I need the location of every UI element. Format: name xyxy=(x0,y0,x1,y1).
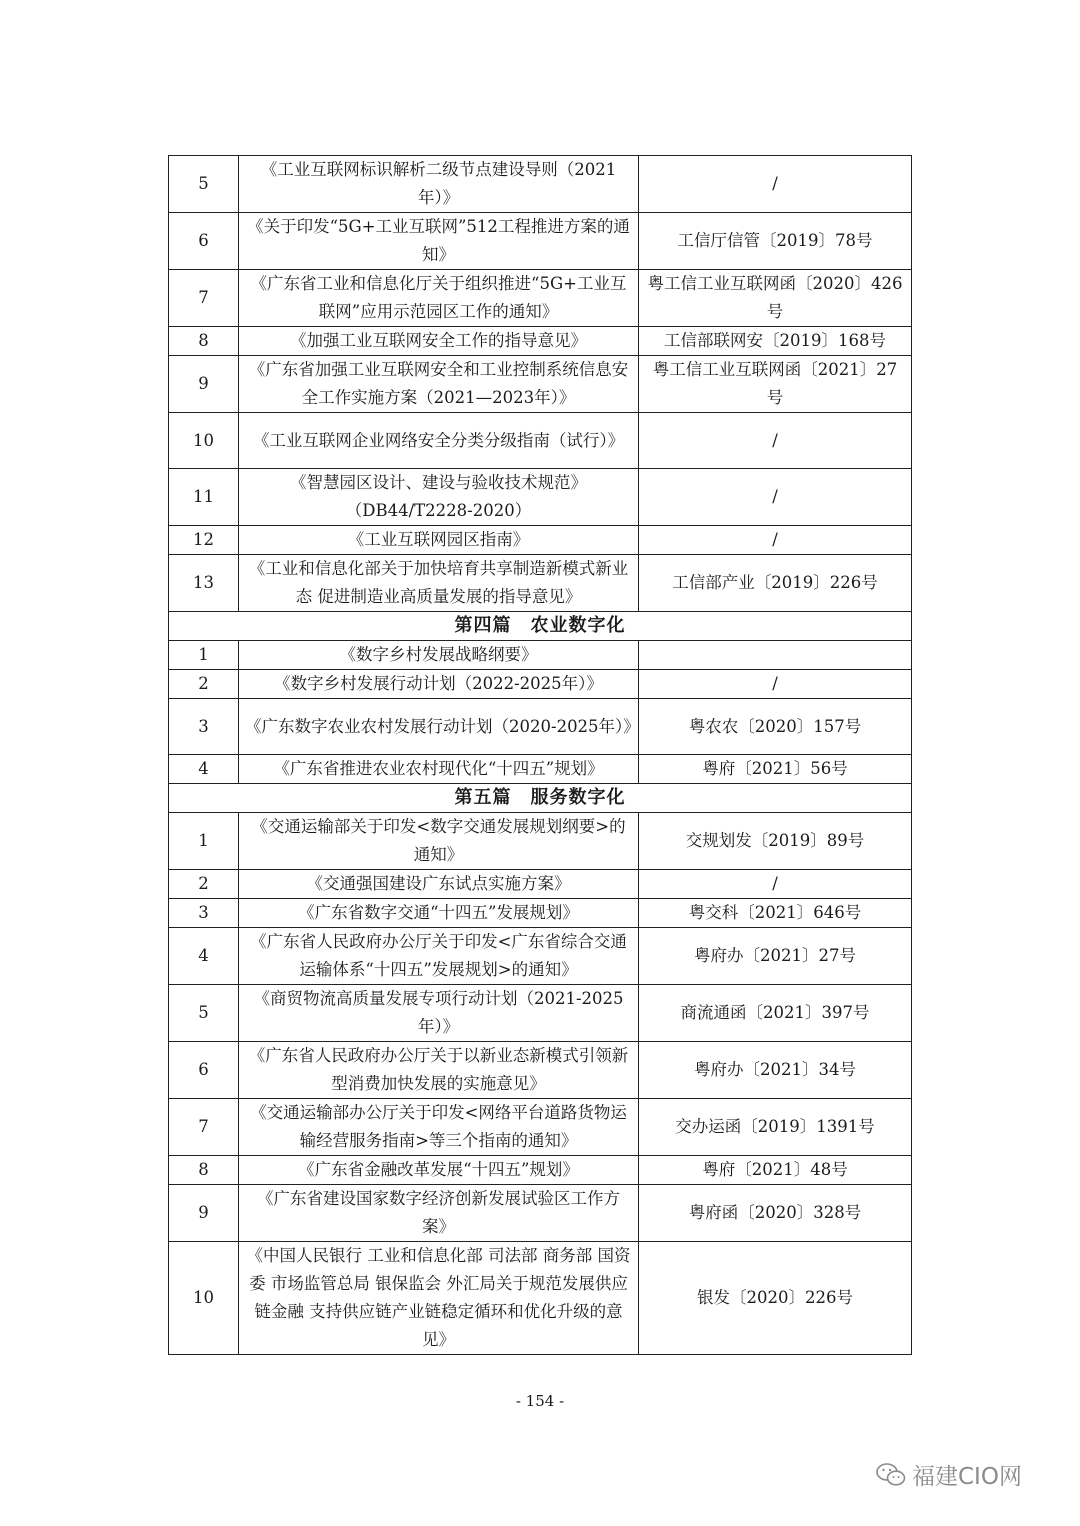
document-title: 《广东省人民政府办公厅关于印发<广东省综合交通运输体系“十四五”发展规划>的通知》 xyxy=(239,928,639,985)
row-number: 2 xyxy=(169,670,239,699)
document-title: 《交通强国建设广东试点实施方案》 xyxy=(239,870,639,899)
document-number: 工信厅信管〔2019〕78号 xyxy=(639,213,912,270)
document-number: 粤府〔2021〕48号 xyxy=(639,1156,912,1185)
page-number: - 154 - xyxy=(515,1392,565,1410)
section-title: 第五篇 服务数字化 xyxy=(169,784,912,813)
row-number: 10 xyxy=(169,1242,239,1355)
document-number: 粤府办〔2021〕34号 xyxy=(639,1042,912,1099)
row-number: 8 xyxy=(169,1156,239,1185)
watermark xyxy=(876,1458,1022,1491)
section-title: 第四篇 农业数字化 xyxy=(169,612,912,641)
document-number: 粤农农〔2020〕157号 xyxy=(639,699,912,755)
watermark-text: 福建CIO网 xyxy=(912,1464,1022,1490)
document-title: 《广东省金融改革发展“十四五”规划》 xyxy=(239,1156,639,1185)
document-title: 《智慧园区设计、建设与验收技术规范》（DB44/T2228-2020） xyxy=(239,469,639,526)
row-number: 5 xyxy=(169,156,239,213)
regulations-table xyxy=(168,155,912,1355)
document-number: / xyxy=(639,670,912,699)
document-title: 《数字乡村发展战略纲要》 xyxy=(239,641,639,670)
table-row xyxy=(169,641,912,670)
document-title: 《广东省工业和信息化厅关于组织推进“5G+工业互联网”应用示范园区工作的通知》 xyxy=(239,270,639,327)
row-number: 9 xyxy=(169,1185,239,1242)
table-row xyxy=(169,469,912,526)
row-number: 6 xyxy=(169,213,239,270)
wechat-icon xyxy=(876,1462,906,1488)
document-number: / xyxy=(639,526,912,555)
document-number: 交规划发〔2019〕89号 xyxy=(639,813,912,870)
row-number: 2 xyxy=(169,870,239,899)
row-number: 7 xyxy=(169,270,239,327)
row-number: 4 xyxy=(169,755,239,784)
table-row xyxy=(169,1242,912,1355)
document-number: / xyxy=(639,413,912,469)
document-number: 粤府〔2021〕56号 xyxy=(639,755,912,784)
table-row xyxy=(169,755,912,784)
document-title: 《中国人民银行 工业和信息化部 司法部 商务部 国资委 市场监管总局 银保监会 外汇局关于规范发展供应链金融 支持供应链产业链稳定循环和优化升级的意见》 xyxy=(239,1242,639,1355)
document-number: 粤交科〔2021〕646号 xyxy=(639,899,912,928)
document-number: / xyxy=(639,156,912,213)
row-number: 6 xyxy=(169,1042,239,1099)
table-row xyxy=(169,356,912,413)
row-number: 11 xyxy=(169,469,239,526)
document-title: 《工业和信息化部关于加快培育共享制造新模式新业态 促进制造业高质量发展的指导意见》 xyxy=(239,555,639,612)
row-number: 3 xyxy=(169,899,239,928)
table-row xyxy=(169,985,912,1042)
row-number: 10 xyxy=(169,413,239,469)
section-header xyxy=(169,784,912,813)
document-title: 《商贸物流高质量发展专项行动计划（2021-2025年）》 xyxy=(239,985,639,1042)
document-number: 粤府办〔2021〕27号 xyxy=(639,928,912,985)
table-row xyxy=(169,699,912,755)
table-row xyxy=(169,270,912,327)
document-title: 《广东省人民政府办公厅关于以新业态新模式引领新型消费加快发展的实施意见》 xyxy=(239,1042,639,1099)
table-row xyxy=(169,327,912,356)
document-title: 《广东省数字交通“十四五”发展规划》 xyxy=(239,899,639,928)
section-header xyxy=(169,612,912,641)
table-row xyxy=(169,899,912,928)
document-title: 《广东数字农业农村发展行动计划（2020-2025年）》 xyxy=(239,699,639,755)
table-row xyxy=(169,670,912,699)
document-number: 粤工信工业互联网函〔2021〕27号 xyxy=(639,356,912,413)
document-title: 《交通运输部办公厅关于印发<网络平台道路货物运输经营服务指南>等三个指南的通知》 xyxy=(239,1099,639,1156)
document-number: 交办运函〔2019〕1391号 xyxy=(639,1099,912,1156)
document-number: 商流通函〔2021〕397号 xyxy=(639,985,912,1042)
row-number: 7 xyxy=(169,1099,239,1156)
row-number: 1 xyxy=(169,641,239,670)
table-row xyxy=(169,813,912,870)
row-number: 8 xyxy=(169,327,239,356)
document-title: 《工业互联网企业网络安全分类分级指南（试行）》 xyxy=(239,413,639,469)
document-title: 《交通运输部关于印发<数字交通发展规划纲要>的通知》 xyxy=(239,813,639,870)
document-title: 《工业互联网标识解析二级节点建设导则（2021年）》 xyxy=(239,156,639,213)
document-number: 工信部产业〔2019〕226号 xyxy=(639,555,912,612)
row-number: 1 xyxy=(169,813,239,870)
document-number: 粤府函〔2020〕328号 xyxy=(639,1185,912,1242)
table-row xyxy=(169,870,912,899)
table-row xyxy=(169,1099,912,1156)
document-title: 《加强工业互联网安全工作的指导意见》 xyxy=(239,327,639,356)
row-number: 12 xyxy=(169,526,239,555)
row-number: 4 xyxy=(169,928,239,985)
table-row xyxy=(169,213,912,270)
document-title: 《数字乡村发展行动计划（2022-2025年）》 xyxy=(239,670,639,699)
table-row xyxy=(169,1185,912,1242)
document-number: 工信部联网安〔2019〕168号 xyxy=(639,327,912,356)
document-title: 《关于印发“5G+工业互联网”512工程推进方案的通知》 xyxy=(239,213,639,270)
document-number: 粤工信工业互联网函〔2020〕426号 xyxy=(639,270,912,327)
document-number: 银发〔2020〕226号 xyxy=(639,1242,912,1355)
document-number: / xyxy=(639,870,912,899)
row-number: 5 xyxy=(169,985,239,1042)
document-title: 《广东省加强工业互联网安全和工业控制系统信息安全工作实施方案（2021—2023年）》 xyxy=(239,356,639,413)
table-row xyxy=(169,156,912,213)
table-row xyxy=(169,1042,912,1099)
row-number: 3 xyxy=(169,699,239,755)
table-row xyxy=(169,555,912,612)
document-title: 《广东省推进农业农村现代化“十四五”规划》 xyxy=(239,755,639,784)
row-number: 9 xyxy=(169,356,239,413)
document-title: 《广东省建设国家数字经济创新发展试验区工作方案》 xyxy=(239,1185,639,1242)
document-title: 《工业互联网园区指南》 xyxy=(239,526,639,555)
table-row xyxy=(169,526,912,555)
table-row xyxy=(169,928,912,985)
row-number: 13 xyxy=(169,555,239,612)
document-number xyxy=(639,641,912,670)
table-row xyxy=(169,413,912,469)
document-number: / xyxy=(639,469,912,526)
table-row xyxy=(169,1156,912,1185)
